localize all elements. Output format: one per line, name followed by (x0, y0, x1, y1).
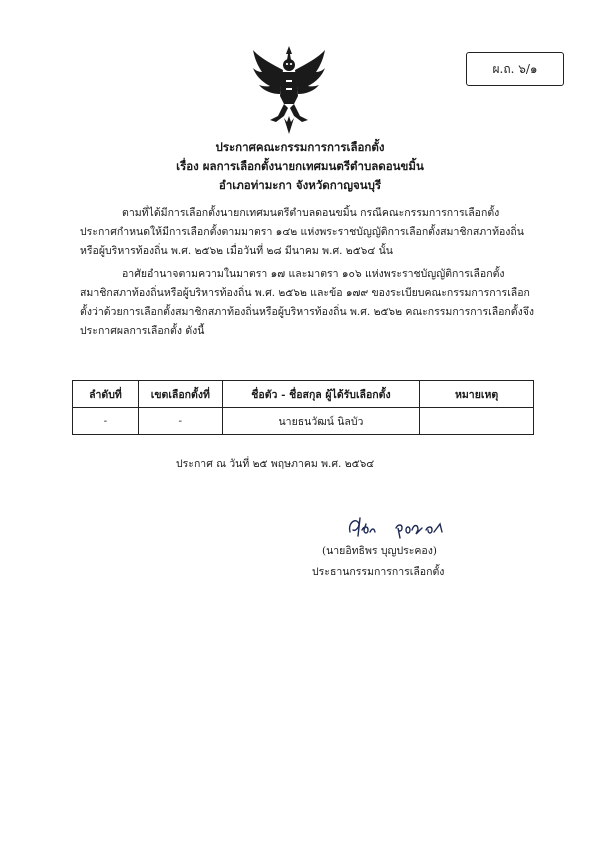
form-code-box: ผ.ถ. ๖/๑ (466, 52, 564, 86)
handwritten-signature (344, 510, 454, 544)
table-header-row (73, 381, 534, 408)
body-paragraph-2 (80, 265, 536, 341)
signer-name: (นายอิทธิพร บุญประคอง) (322, 545, 437, 557)
header-remarks: หมายเหตุ (420, 381, 534, 408)
signer-title: ประธานกรรมการการเลือกตั้ง (312, 566, 445, 578)
garuda-emblem-icon (250, 44, 328, 136)
body-paragraph-1 (80, 204, 536, 261)
header-order: ลำดับที่ (73, 381, 139, 408)
cell-remarks (420, 408, 534, 435)
cell-district: - (138, 408, 222, 435)
cell-order: - (73, 408, 139, 435)
announcement-subject: เรื่อง ผลการเลือกตั้งนายกเทศมนตรีตำบลดอนขมิ้น (176, 159, 424, 173)
header-elected-name: ชื่อตัว - ชื่อสกุล ผู้ได้รับเลือกตั้ง (222, 381, 419, 408)
header-district: เขตเลือกตั้งที่ (138, 381, 222, 408)
results-table (72, 380, 534, 435)
paragraph-2-text: อาศัยอำนาจตามความในมาตรา ๑๗ และมาตรา ๑๐๖ แห่งพระราชบัญญัติการเลือกตั้งสมาชิกสภาท้องถิ่นหรือผู้บริหารท้องถิ่น พ.ศ. ๒๕๖๒ และข้อ ๑๗๙ ของระเบียบคณะกรรมการการเลือกตั้งว่าด้วยการเลือกตั้งสมาชิกสภาท้องถิ่นหรือผู้บริหารท้องถิ่น พ.ศ. ๒๕๖๒ คณะกรรมการการเลือกตั้งจึงประกาศผลการเลือกตั้ง ดังนี้ (80, 268, 535, 337)
announcement-title: ประกาศคณะกรรมการการเลือกตั้ง (215, 140, 385, 154)
announcement-date: ประกาศ ณ วันที่ ๒๕ พฤษภาคม พ.ศ. ๒๕๖๔ (176, 458, 375, 470)
announcement-location: อำเภอท่ามะกา จังหวัดกาญจนบุรี (218, 178, 382, 192)
table-row (73, 408, 534, 435)
paragraph-1-text: ตามที่ได้มีการเลือกตั้งนายกเทศมนตรีตำบลดอนขมิ้น กรณีคณะกรรมการการเลือกตั้งประกาศกำหนดให้มีการเลือกตั้งตามมาตรา ๑๔๒ แห่งพระราชบัญญัติการเลือกตั้งสมาชิกสภาท้องถิ่นหรือผู้บริหารท้องถิ่น พ.ศ. ๒๕๖๒ เมื่อวันที่ ๒๘ มีนาคม พ.ศ. ๒๕๖๔ นั้น (80, 207, 524, 257)
cell-elected-name: นายธนวัฒน์ นิลบัว (222, 408, 419, 435)
